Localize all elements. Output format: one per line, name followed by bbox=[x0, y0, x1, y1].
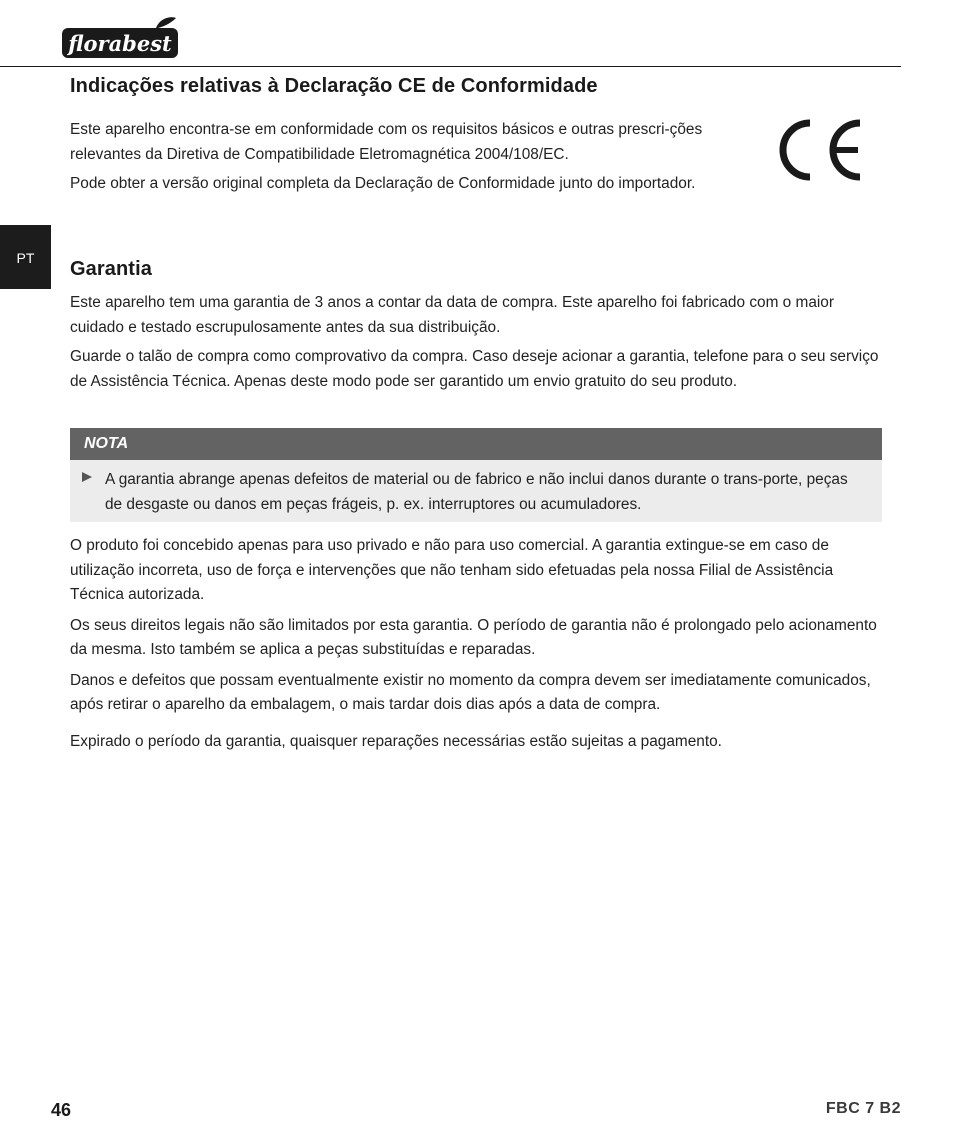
svg-text:florabest: florabest bbox=[68, 31, 172, 56]
warranty-paragraph: Este aparelho tem uma garantia de 3 anos a contar da data de compra. Este aparelho foi fabricado com o maior cuidado e testado escrupulosamente antes da sua distribuição. bbox=[70, 294, 834, 336]
note-heading: NOTA bbox=[70, 428, 882, 460]
arrow-right-icon bbox=[82, 472, 92, 482]
warranty-title: Garantia bbox=[70, 258, 152, 280]
warranty-intro bbox=[70, 291, 882, 394]
warranty-paragraph: Expirado o período da garantia, quaisquer reparações necessárias estão sujeitas a pagamento. bbox=[70, 732, 722, 750]
warranty-paragraph: O produto foi concebido apenas para uso privado e não para uso comercial. A garantia extingue-se em caso de utilização incorreta, uso de força e intervenções que não tenham sido efetuadas pela nossa Filial de Assistência Técnica autorizada. bbox=[70, 537, 834, 603]
ce-section-title: Indicações relativas à Declaração CE de Conformidade bbox=[70, 75, 598, 97]
model-number: FBC 7 B2 bbox=[825, 1100, 901, 1117]
language-label: PT bbox=[16, 250, 35, 266]
note-box bbox=[70, 428, 882, 522]
ce-paragraph: Este aparelho encontra-se em conformidade com os requisitos básicos e outras prescri-ções relevantes da Diretiva de Compatibilidade Eletromagnética 2004/108/EC. bbox=[70, 121, 703, 163]
warranty-paragraph: Os seus direitos legais não são limitados por esta garantia. O período de garantia não é prolongado pelo acionamento da mesma. Isto também se aplica a peças substituídas e reparadas. bbox=[70, 616, 877, 658]
warranty-details bbox=[70, 534, 882, 754]
page-number: 46 bbox=[51, 1100, 72, 1120]
warranty-paragraph: Guarde o talão de compra como comprovativo da compra. Caso deseje acionar a garantia, telefone para o seu serviço de Assistência Técnica. Apenas deste modo pode ser garantido um envio gratuito do seu produto. bbox=[70, 348, 879, 390]
ce-mark-icon bbox=[776, 118, 866, 183]
header-rule bbox=[0, 66, 901, 67]
warranty-paragraph: Danos e defeitos que possam eventualmente existir no momento da compra devem ser imediatamente comunicados, após retirar o aparelho da embalagem, o mais tardar dois dias após a data de compra. bbox=[70, 671, 871, 713]
ce-section-body bbox=[70, 118, 740, 197]
language-tab bbox=[0, 225, 51, 289]
florabest-logo bbox=[60, 16, 180, 60]
note-text: A garantia abrange apenas defeitos de material ou de fabrico e não inclui danos durante o trans-porte, peças de desgaste ou danos em peças frágeis, p. ex. interruptores ou acumuladores. bbox=[105, 471, 848, 513]
note-body bbox=[70, 460, 882, 517]
ce-paragraph: Pode obter a versão original completa da Declaração de Conformidade junto do importador. bbox=[70, 175, 696, 192]
